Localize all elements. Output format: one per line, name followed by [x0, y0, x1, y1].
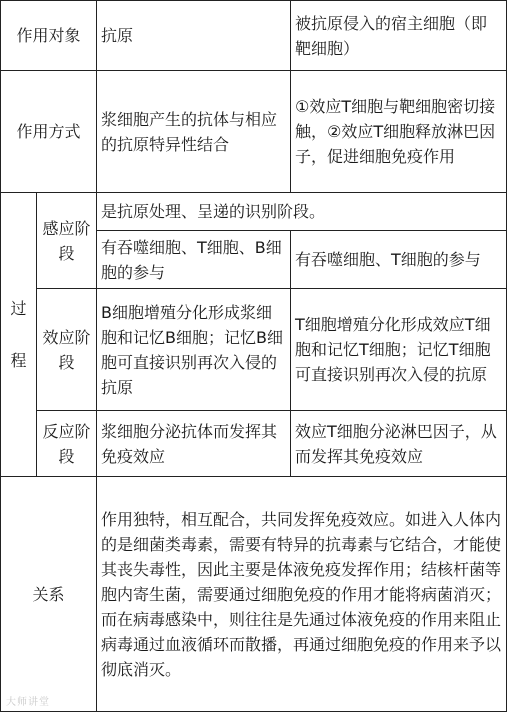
label-reaction: 反应阶段: [37, 411, 97, 477]
row-reaction: [1, 411, 507, 477]
cell-mode-humoral: 浆细胞产生的抗体与相应的抗原特异性结合: [97, 71, 291, 193]
cell-effector-humoral: B细胞增殖分化形成浆细胞和记忆B细胞；记忆B细胞可直接识别再次入侵的抗原: [97, 289, 291, 411]
label-process-char2: 程: [10, 350, 27, 370]
row-effector: [1, 289, 507, 411]
row-mode: [1, 71, 507, 193]
label-target: 作用对象: [1, 1, 97, 71]
cell-sensing-shared: 是抗原处理、呈递的识别阶段。: [97, 193, 507, 231]
row-relation: [1, 477, 507, 712]
cell-reaction-cellular: 效应T细胞分泌淋巴因子，从而发挥其免疫效应: [291, 411, 507, 477]
cell-target-antigen: 抗原: [97, 1, 291, 71]
cell-relation: 作用独特，相互配合，共同发挥免疫效应。如进入人体内的是细菌类毒素，需要有特异的抗毒素与它结合，才能使其丧失毒性，因此主要是体液免疫发挥作用；结核杆菌等胞内寄生菌，需要通过细胞免疫的作用才能将病菌消灭；而在病毒感染中，则往往是先通过体液免疫的作用来阻止病毒通过血液循环而散播，再通过细胞免疫的作用来予以彻底消灭。: [97, 477, 507, 712]
label-relation: 关系: [1, 477, 97, 712]
cell-mode-cellular: ①效应T细胞与靶细胞密切接触，②效应T细胞释放淋巴因子，促进细胞免疫作用: [291, 71, 507, 193]
cell-sensing-cellular: 有吞噬细胞、T细胞的参与: [291, 231, 507, 289]
label-process-char1: 过: [10, 298, 27, 318]
cell-target-host-cell: 被抗原侵入的宿主细胞（即靶细胞）: [291, 1, 507, 71]
row-sensing-shared: [1, 193, 507, 231]
cell-reaction-humoral: 浆细胞分泌抗体而发挥其免疫效应: [97, 411, 291, 477]
row-target: [1, 1, 507, 71]
label-effector: 效应阶段: [37, 289, 97, 411]
label-process: [1, 193, 37, 477]
label-sensing: 感应阶段: [37, 193, 97, 289]
label-mode: 作用方式: [1, 71, 97, 193]
cell-effector-cellular: T细胞增殖分化形成效应T细胞和记忆T细胞；记忆T细胞可直接识别再次入侵的抗原: [291, 289, 507, 411]
cell-sensing-humoral: 有吞噬细胞、T细胞、B细胞的参与: [97, 231, 291, 289]
watermark-logo: 大师讲堂: [6, 697, 50, 708]
